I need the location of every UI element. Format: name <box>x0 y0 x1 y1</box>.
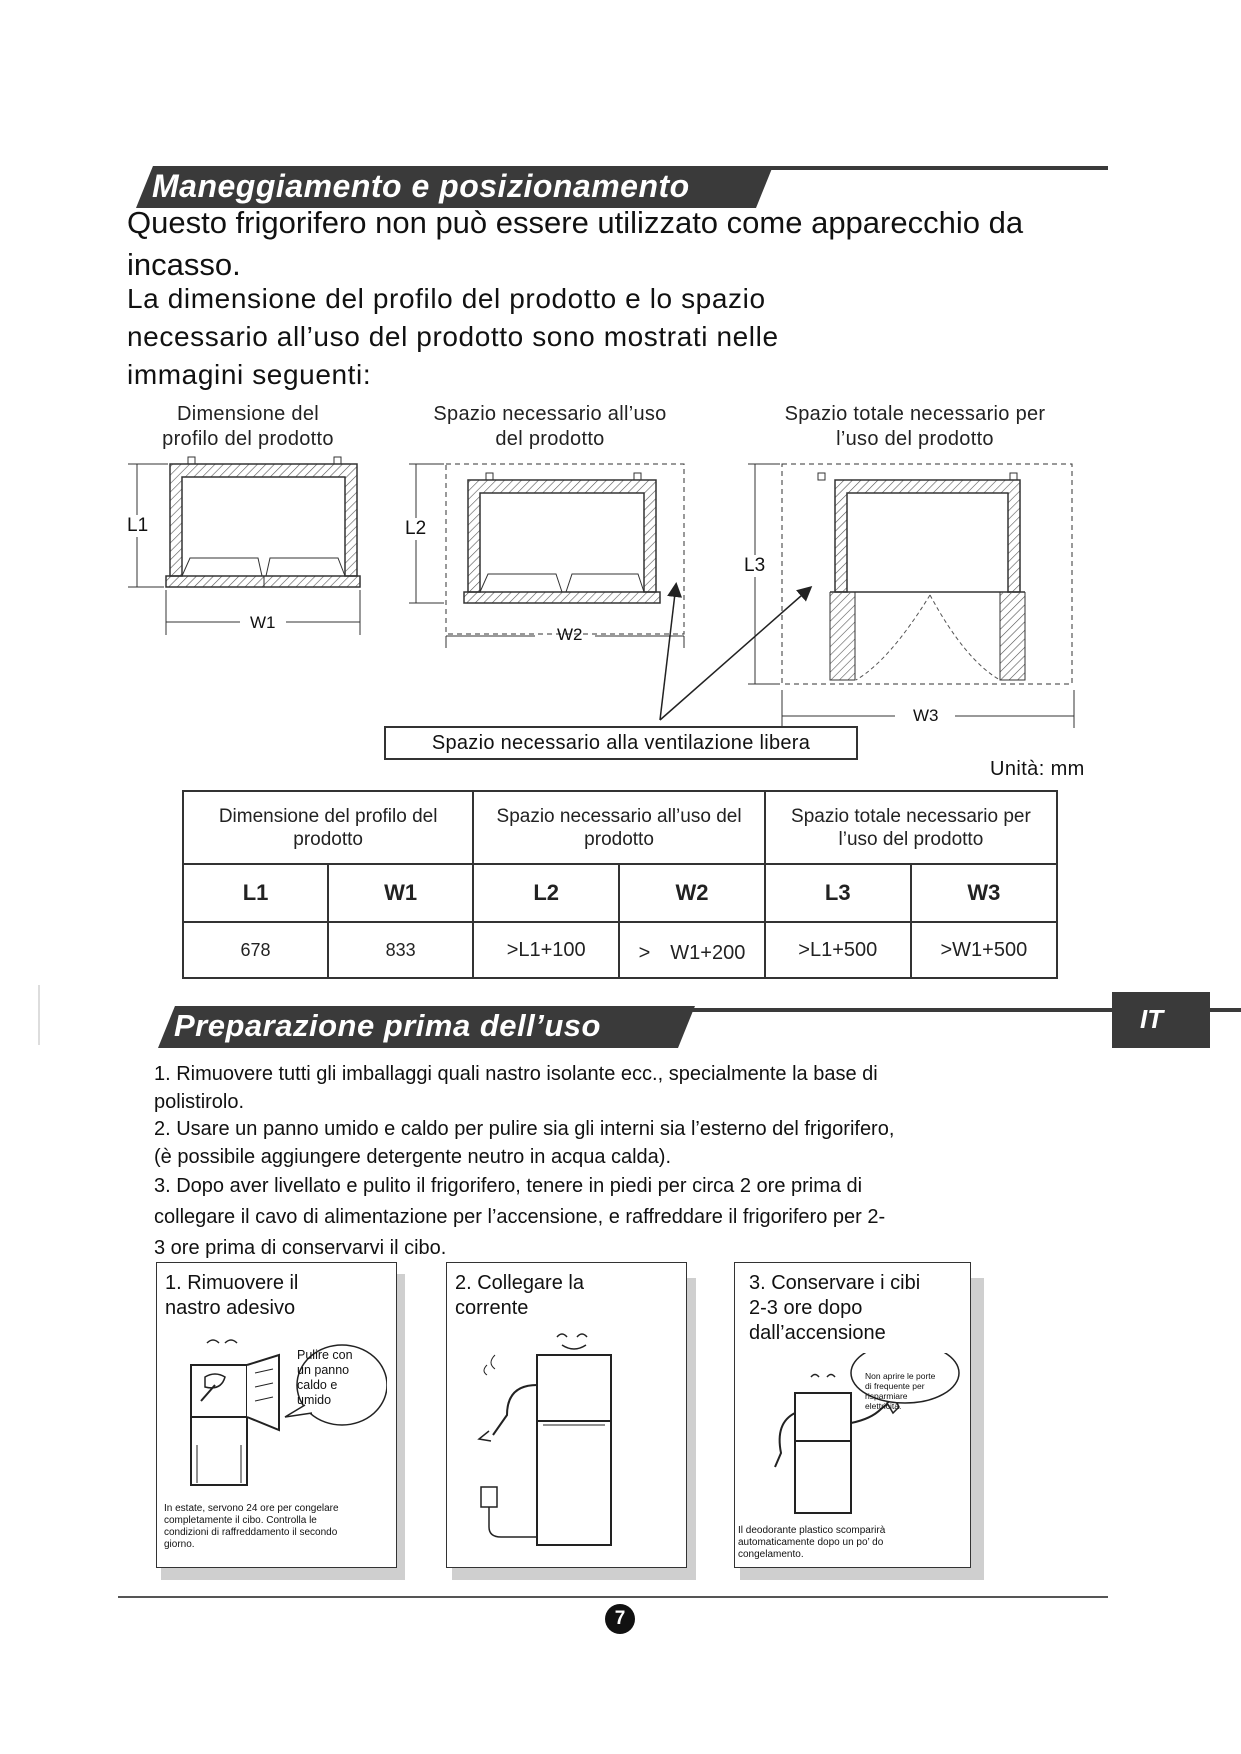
step-line: (è possibile aggiungere detergente neutro in acqua calda). <box>154 1146 672 1168</box>
total-diagram <box>748 464 1074 728</box>
caption-profile: Dimensione del profilo del prodotto <box>162 403 334 450</box>
table-header-usage: Spazio necessario all’uso del prodotto <box>473 791 765 864</box>
column-l3: L3 <box>765 864 911 922</box>
page-number-badge <box>605 1604 635 1634</box>
caption-usage: Spazio necessario all’uso del prodotto <box>433 403 667 450</box>
value-l1: 678 <box>183 922 328 978</box>
label-l3: L3 <box>744 555 766 576</box>
step-line: 1. Rimuovere tutti gli imballaggi quali nastro isolante ecc., specialmente la base di <box>154 1063 878 1085</box>
label-w2: W2 <box>557 625 583 644</box>
panel-3-bubble: Non aprire le porte di frequente per risparmiare elettricità. <box>865 1371 936 1411</box>
step-line: polistirolo. <box>154 1091 245 1113</box>
step-line: collegare il cavo di alimentazione per l’accensione, e raffreddare il frigorifero per 2- <box>154 1206 886 1228</box>
ventilation-label: Spazio necessario alla ventilazione libera <box>384 726 858 760</box>
panel-3-title: 3. Conservare i cibi 2-3 ore dopo dall’accensione <box>749 1272 921 1344</box>
intro-text: Questo frigorifero non può essere utilizzato come apparecchio da incasso. <box>127 205 1024 282</box>
caption-total: Spazio totale necessario per l’uso del prodotto <box>784 403 1046 450</box>
dimension-diagrams <box>0 440 1241 760</box>
panel-1-title: 1. Rimuovere il nastro adesivo <box>165 1272 299 1319</box>
plug-in-illustration <box>467 1325 667 1555</box>
unit-label: Unità: mm <box>990 758 1085 780</box>
value-w3: >W1+500 <box>911 922 1057 978</box>
panel-1-note: In estate, servono 24 ore per congelare completamente il cibo. Controlla le condizioni di raffreddamento il secondo giorno. <box>164 1503 339 1550</box>
footer-divider <box>118 1596 1108 1598</box>
preparation-steps <box>154 1059 1054 1263</box>
fridge-cleaning-illustration <box>167 1325 387 1495</box>
value-l3: >L1+500 <box>765 922 911 978</box>
profile-diagram <box>128 457 360 635</box>
label-l2: L2 <box>405 518 427 539</box>
panel-2-title: 2. Collegare la corrente <box>455 1272 584 1319</box>
label-w1: W1 <box>250 613 276 632</box>
dimensions-table <box>182 790 1058 979</box>
column-w2: W2 <box>619 864 765 922</box>
page-number: 7 <box>614 1608 626 1629</box>
section-title-preparation: Preparazione prima dell’uso <box>174 1008 601 1043</box>
language-tab <box>1112 992 1210 1048</box>
profile-description: La dimensione del profilo del prodotto e lo spazio necessario all’uso del prodotto sono mostrati nelle immagini seguenti: <box>127 283 779 390</box>
value-l2: >L1+100 <box>473 922 619 978</box>
usage-diagram <box>409 464 684 648</box>
language-tab-label: IT <box>1140 1004 1164 1034</box>
step-panel-1 <box>156 1262 397 1568</box>
column-w1: W1 <box>328 864 473 922</box>
step-panel-3 <box>734 1262 971 1568</box>
section-header-preparation <box>140 1006 1140 1048</box>
page-edge-mark <box>38 985 40 1045</box>
table-header-total: Spazio totale necessario per l’uso del prodotto <box>765 791 1057 864</box>
panel-3-note: Il deodorante plastico scomparirà automaticamente dopo un po’ do congelamento. <box>738 1525 886 1560</box>
table-header-profile: Dimensione del profilo del prodotto <box>183 791 473 864</box>
panel-1-bubble: Pulire con un panno caldo e umido <box>297 1348 353 1407</box>
step-line: 3 ore prima di conservarvi il cibo. <box>154 1237 447 1259</box>
column-w3: W3 <box>911 864 1057 922</box>
section-title-handling: Maneggiamento e posizionamento <box>152 168 690 204</box>
value-w2: > W1+200 <box>619 922 765 978</box>
label-l1: L1 <box>127 515 149 536</box>
step-line: 3. Dopo aver livellato e pulito il frigorifero, tenere in piedi per circa 2 ore prima di <box>154 1175 863 1197</box>
column-l2: L2 <box>473 864 619 922</box>
step-line: 2. Usare un panno umido e caldo per pulire sia gli interni sia l’esterno del frigorifero, <box>154 1118 895 1140</box>
step-panel-2 <box>446 1262 687 1568</box>
column-l1: L1 <box>183 864 328 922</box>
value-w1: 833 <box>328 922 473 978</box>
label-w3: W3 <box>913 706 939 725</box>
